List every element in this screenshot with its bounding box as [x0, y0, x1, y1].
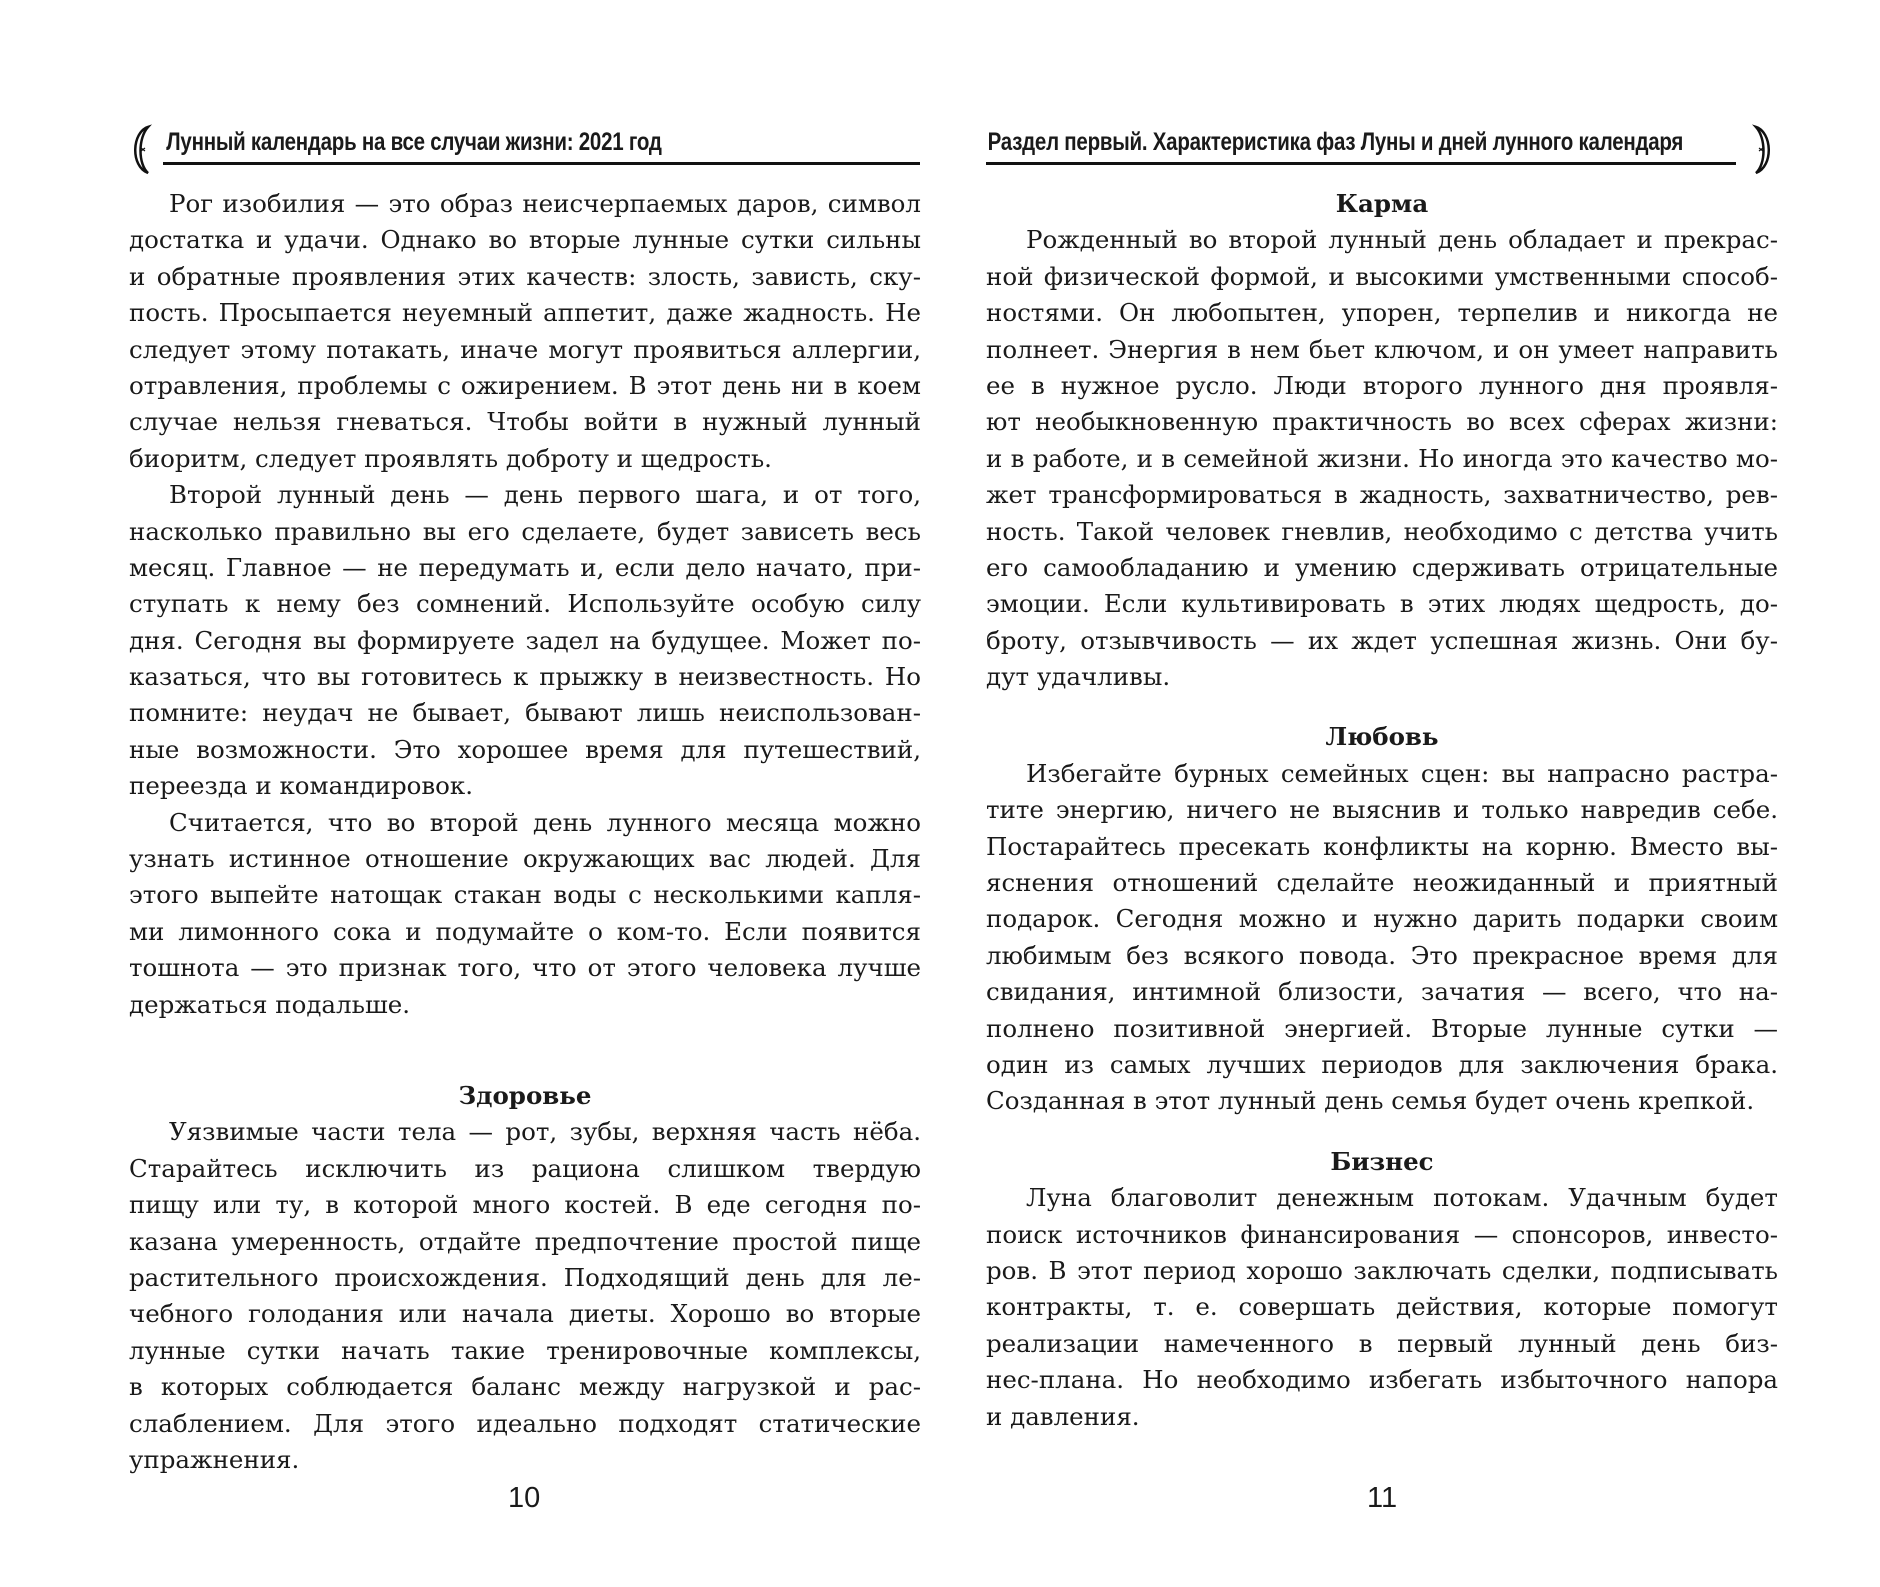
text-line: в которых соблюдается баланс между нагрузкой и рас-	[129, 1372, 921, 1402]
section-heading: Здоровье	[458, 1080, 592, 1110]
paragraph	[986, 756, 1778, 1120]
text-line: чебного голодания или начала диеты. Хорошо во вторые	[129, 1299, 921, 1329]
text-line: броту, отзывчивость — их ждет успешная жизнь. Они бу-	[986, 625, 1778, 655]
running-header-text: Раздел первый. Характеристика фаз Луны и дней лунного календаря	[987, 128, 1684, 156]
text-line: случае нельзя гневаться. Чтобы войти в нужный лунный	[129, 407, 921, 437]
text-line: полнено позитивной энергией. Вторые лунные сутки —	[986, 1013, 1778, 1043]
text-line: отравления, проблемы с ожирением. В этот день ни в коем	[129, 370, 921, 400]
text-line: Рог изобилия — это образ неисчерпаемых даров, символ	[169, 189, 921, 218]
text-line: достатка и удачи. Однако во вторые лунные сутки сильны	[129, 225, 921, 255]
running-header-left	[163, 122, 920, 165]
running-header-text: Лунный календарь на все случаи жизни: 2021 год	[166, 128, 662, 156]
text-line: следует этому потакать, иначе могут проявиться аллергии,	[129, 334, 921, 364]
text-line: контракты, т. е. совершать действия, которые помогут	[986, 1292, 1778, 1322]
page-number-left: 10	[508, 1482, 541, 1514]
paragraph	[129, 1114, 921, 1478]
text-line: поиск источников финансирования — спонсоров, инвесто-	[986, 1219, 1778, 1249]
text-line: Уязвимые части тела — рот, зубы, верхняя часть нёба.	[169, 1117, 921, 1147]
paragraph	[129, 477, 921, 805]
text-line: свидания, интимной близости, зачатия — всего, что на-	[986, 977, 1778, 1007]
text-line: помните: неудач не бывает, бывают лишь неиспользован-	[129, 698, 921, 728]
text-line: ступать к нему без сомнений. Используйте особую силу	[129, 589, 921, 619]
text-line: эмоции. Если культивировать в этих людях щедрость, до-	[986, 589, 1778, 619]
paragraph	[129, 805, 921, 1023]
right-page-body	[986, 186, 1778, 1435]
text-line: тите энергию, ничего не выяснив и только навредив себе.	[986, 795, 1778, 825]
text-line: Считается, что во второй день лунного месяца можно	[169, 807, 921, 837]
text-line: и давления.	[986, 1401, 1140, 1431]
text-line: пищу или ту, в которой много костей. В еде сегодня по-	[129, 1190, 921, 1220]
text-line: реализации намеченного в первый лунный день биз-	[986, 1328, 1778, 1358]
text-line: ностями. Он любопытен, упорен, терпелив и никогда не	[986, 298, 1778, 328]
text-line: ее в нужное русло. Люди второго лунного дня проявля-	[986, 370, 1778, 400]
running-header-right	[986, 122, 1736, 165]
text-line: слаблением. Для этого идеально подходят статические	[129, 1408, 921, 1438]
text-line: насколько правильно вы его сделаете, будет зависеть весь	[129, 516, 921, 546]
text-line: яснения отношений сделайте неожиданный и приятный	[986, 868, 1778, 898]
text-line: и в работе, и в семейной жизни. Но иногда это качество мо-	[986, 443, 1778, 473]
section-heading: Любовь	[1325, 722, 1439, 752]
crescent-moon-icon	[1748, 124, 1778, 176]
text-line: полнеет. Энергия в нем бьет ключом, и он умеет направить	[986, 334, 1778, 364]
text-line: казаться, что вы готовитесь к прыжку в неизвестность. Но	[129, 662, 921, 692]
text-line: этого выпейте натощак стакан воды с несколькими капля-	[129, 880, 921, 910]
text-line: и обратные проявления этих качеств: злость, зависть, ску-	[129, 261, 921, 291]
text-line: дут удачливы.	[986, 662, 1171, 692]
text-line: Второй лунный день — день первого шага, и от того,	[169, 480, 921, 510]
text-line: ные возможности. Это хорошее время для путешествий,	[129, 734, 921, 764]
crescent-moon-icon	[126, 124, 156, 176]
section-heading: Карма	[1335, 189, 1429, 218]
text-line: один из самых лучших периодов для заключения брака.	[986, 1049, 1778, 1079]
text-line: узнать истинное отношение окружающих вас людей. Для	[129, 844, 921, 874]
text-line: ность. Такой человек гневлив, необходимо с детства учить	[986, 516, 1778, 546]
text-line: ют необыкновенную практичность во всех сферах жизни:	[986, 407, 1778, 437]
text-line: ной физической формой, и высокими умственными способ-	[986, 261, 1778, 291]
text-line: Старайтесь исключить из рациона слишком твердую	[129, 1153, 921, 1183]
page-number-right: 11	[1367, 1482, 1398, 1514]
text-line: лунные сутки начать такие тренировочные комплексы,	[129, 1335, 921, 1365]
text-line: пость. Просыпается неуемный аппетит, даже жадность. Не	[129, 298, 921, 328]
text-line: переезда и командировок.	[129, 771, 474, 801]
text-line: казана умеренность, отдайте предпочтение простой пище	[129, 1226, 921, 1256]
text-line: ми лимонного сока и подумайте о ком-то. Если появится	[129, 916, 921, 946]
left-page-body	[129, 186, 921, 1478]
text-line: дня. Сегодня вы формируете задел на будущее. Может по-	[129, 625, 921, 655]
text-line: Избегайте бурных семейных сцен: вы напрасно растра-	[1026, 758, 1778, 788]
text-line: Луна благоволит денежным потокам. Удачным будет	[1026, 1183, 1778, 1213]
text-line: любимым без всякого повода. Это прекрасное время для	[986, 940, 1778, 970]
paragraph	[129, 186, 921, 477]
text-line: Постарайтесь пресекать конфликты на корню. Вместо вы-	[986, 831, 1778, 861]
paragraph	[986, 222, 1778, 695]
text-line: ров. В этот период хорошо заключать сделки, подписывать	[986, 1255, 1778, 1285]
section-heading: Бизнес	[1330, 1146, 1434, 1176]
text-line: биоритм, следует проявлять доброту и щедрость.	[129, 443, 772, 473]
text-line: держаться подальше.	[129, 989, 411, 1019]
text-line: Созданная в этот лунный день семья будет очень крепкой.	[986, 1086, 1755, 1116]
text-line: Рожденный во второй лунный день обладает и прекрас-	[1026, 225, 1778, 255]
paragraph	[986, 1180, 1778, 1435]
text-line: нес-плана. Но необходимо избегать избыточного напора	[986, 1365, 1778, 1395]
text-line: месяц. Главное — не передумать и, если дело начато, при-	[129, 552, 921, 582]
text-line: его самообладанию и умению сдерживать отрицательные	[986, 552, 1778, 582]
text-line: жет трансформироваться в жадность, захватничество, рев-	[986, 480, 1778, 510]
text-line: подарок. Сегодня можно и нужно дарить подарки своим	[986, 904, 1778, 934]
text-line: упражнения.	[129, 1444, 300, 1474]
text-line: тошнота — это признак того, что от этого человека лучше	[129, 953, 921, 983]
text-line: растительного происхождения. Подходящий день для ле-	[129, 1262, 921, 1292]
